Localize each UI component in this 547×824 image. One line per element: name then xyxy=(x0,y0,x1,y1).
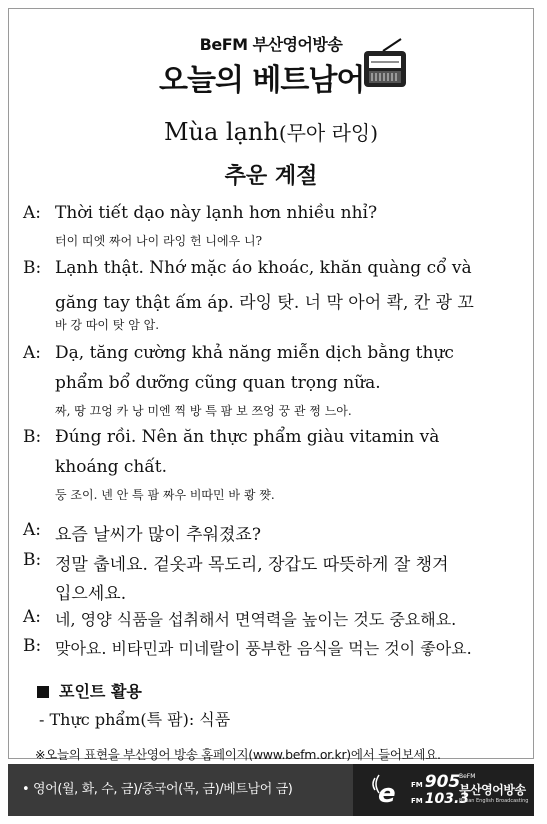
frequency-1033: FM 103.3 xyxy=(411,791,470,807)
korean-line: 정말 춥네요. 겉옷과 목도리, 장갑도 따뜻하게 잘 챙겨 xyxy=(55,555,449,575)
dialogue-line: Đúng rồi. Nên ăn thực phẩm giàu vitamin và xyxy=(55,427,440,447)
speaker-label: A: xyxy=(23,520,42,540)
korean-line: 요즘 날씨가 많이 추워졌죠? xyxy=(55,525,261,545)
frequency-905: FM 905 xyxy=(411,772,461,792)
station-brand: BeFM xyxy=(459,773,476,780)
lesson-title xyxy=(9,117,533,146)
station-name-en: Busan English Broadcasting xyxy=(459,798,529,804)
title-vietnamese: Mùa lạnh xyxy=(163,118,279,146)
brand-title: 오늘의 베트남어 xyxy=(159,63,365,98)
dialogue-line: Dạ, tăng cường khả năng miễn dịch bằng thực xyxy=(55,343,454,363)
dialogue-line: găng tay thật ấm áp. 라잉 탓. 너 막 아어 콱, 칸 광 꼬 xyxy=(55,293,474,313)
website-note: ※오늘의 표현을 부산영어 방송 홈페이지(www.befm.or.kr)에서 들어보세요. xyxy=(35,747,441,762)
pronunciation-line: 둥 조이. 넨 안 특 팜 짜우 비따민 바 쾅 쨧. xyxy=(55,488,275,502)
pronunciation-line: 바 강 따이 탓 암 압. xyxy=(55,318,160,332)
lesson-subtitle: 추운 계절 xyxy=(224,164,318,189)
title-pronunciation: (무아 라잉) xyxy=(278,121,379,145)
dialogue-line: Thời tiết dạo này lạnh hơn nhiều nhỉ? xyxy=(55,203,378,223)
radio-icon xyxy=(361,37,409,91)
korean-line: 입으세요. xyxy=(55,584,127,604)
header xyxy=(9,9,533,109)
point-item: - Thực phẩm(특 팜): 식품 xyxy=(39,710,231,729)
speaker-label: B: xyxy=(23,258,42,278)
speaker-label: B: xyxy=(23,636,42,656)
point-heading xyxy=(37,679,142,702)
speaker-label: A: xyxy=(23,203,42,223)
speaker-label: A: xyxy=(23,343,42,363)
svg-text:e: e xyxy=(378,779,396,806)
speaker-label: A: xyxy=(23,607,42,627)
card xyxy=(8,8,534,762)
pronunciation-line: 터이 띠엣 짜어 나이 라잉 헌 니에우 니? xyxy=(55,234,263,248)
dialogue-line: Lạnh thật. Nhớ mặc áo khoác, khăn quàng cổ và xyxy=(55,258,472,278)
speaker-label: B: xyxy=(23,550,42,570)
befm-e-logo-icon xyxy=(369,772,403,806)
brand-small: BeFM 부산영어방송 xyxy=(199,35,343,54)
speaker-label: B: xyxy=(23,427,42,447)
station-name-ko: 부산영어방송 xyxy=(459,783,526,797)
korean-line: 네, 영양 식품을 섭취해서 면역력을 높이는 것도 중요해요. xyxy=(55,610,457,629)
pronunciation-line: 짜, 땅 끄엉 카 낭 미엔 찍 방 특 팜 보 쯔엉 꿍 관 쩡 느아. xyxy=(55,404,352,418)
schedule-bar: • 영어(월, 화, 수, 금)/중국어(목, 금)/베트남어 금) xyxy=(8,764,353,816)
footer xyxy=(8,764,534,816)
dialogue-line: khoáng chất. xyxy=(55,457,167,477)
square-bullet-icon xyxy=(37,686,49,698)
korean-line: 맞아요. 비타민과 미네랄이 풍부한 음식을 먹는 것이 좋아요. xyxy=(55,639,472,658)
point-heading-text: 포인트 활용 xyxy=(59,682,142,701)
dialogue-line: phẩm bổ dưỡng cũng quan trọng nữa. xyxy=(55,373,381,393)
station-logo xyxy=(353,764,534,816)
